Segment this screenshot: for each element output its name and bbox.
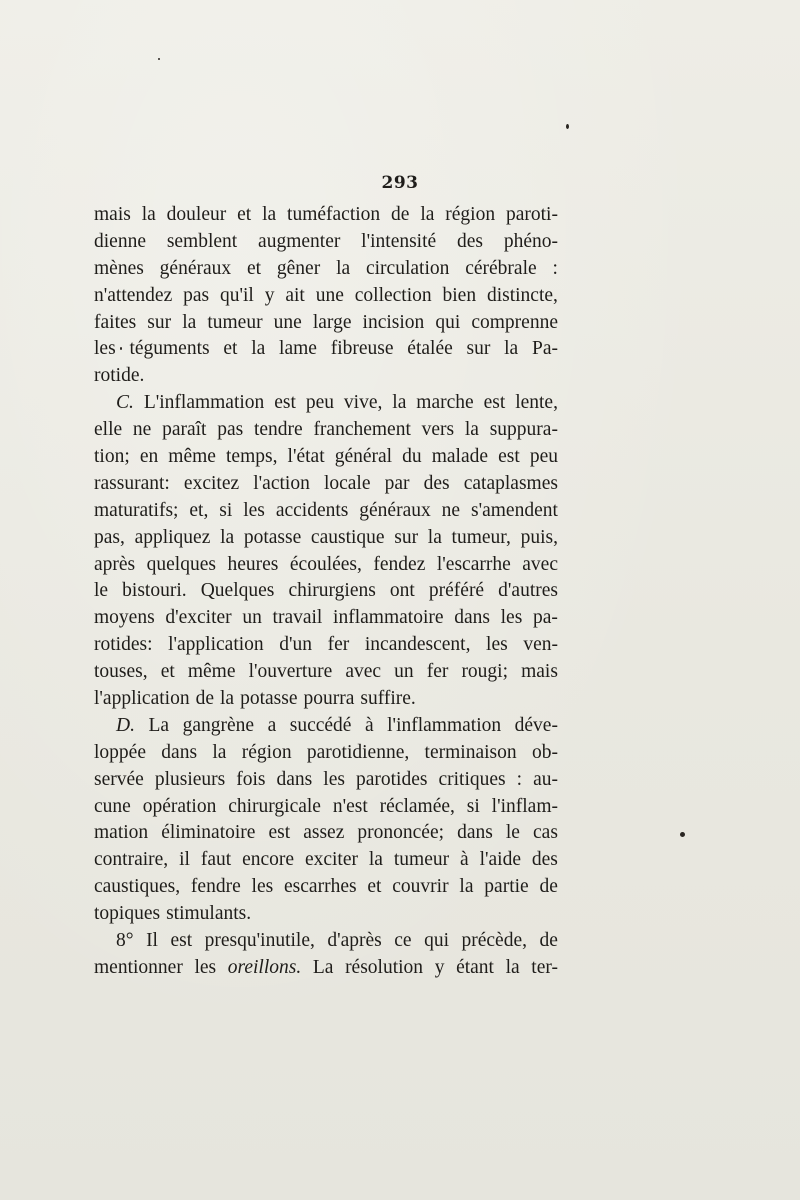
paper-speck	[158, 58, 160, 60]
word: une	[273, 311, 302, 333]
word: potasse	[240, 688, 298, 710]
word: appliquez	[134, 526, 211, 548]
word: bien	[442, 284, 477, 306]
word: y	[434, 956, 445, 978]
word: l'application	[168, 634, 264, 656]
word: pas,	[94, 526, 125, 548]
word: elle	[94, 419, 123, 441]
word: étant	[456, 956, 494, 978]
word: région	[241, 741, 292, 763]
word: est	[170, 930, 193, 952]
word: douleur	[166, 204, 227, 225]
word: rotide.	[94, 365, 145, 387]
word: franchement	[313, 419, 411, 441]
word: ne	[132, 419, 152, 441]
word: ait	[285, 284, 305, 306]
word: région	[445, 204, 496, 225]
word: travail	[272, 607, 323, 629]
word: sur	[147, 311, 172, 333]
word: les	[500, 607, 523, 629]
word: phéno-	[503, 230, 558, 252]
word: l'action	[253, 472, 310, 494]
word: le	[505, 822, 520, 844]
text-line	[94, 605, 558, 632]
word: de	[195, 688, 214, 710]
word: d'un	[279, 634, 313, 656]
text-line	[94, 659, 558, 686]
text-line	[94, 578, 558, 605]
word: :	[552, 257, 558, 279]
word: moyens	[94, 607, 155, 629]
word: fendre	[190, 876, 241, 898]
text-line	[94, 283, 558, 310]
word: et	[237, 204, 252, 225]
text-line	[94, 552, 558, 579]
word: collection	[354, 284, 432, 306]
word: mais	[94, 204, 131, 225]
word: L'inflammation	[143, 392, 265, 414]
word: pas	[217, 419, 244, 441]
word: heures	[227, 553, 279, 575]
word: ne	[441, 499, 461, 521]
word: éliminatoire	[161, 822, 256, 844]
word: tion;	[94, 446, 130, 468]
word: encore	[242, 849, 295, 871]
word: cérébrale	[465, 257, 537, 279]
word: qui	[424, 930, 449, 952]
word: les	[323, 768, 345, 790]
text-line	[94, 874, 558, 901]
word: après	[94, 553, 136, 575]
word: et	[367, 876, 382, 898]
word: tumeur	[207, 311, 263, 333]
word: presqu'inutile,	[204, 930, 315, 952]
word: la	[464, 419, 479, 441]
word: C.	[116, 392, 134, 414]
word: caustique	[310, 526, 385, 548]
word: La	[312, 956, 334, 978]
word: des	[423, 472, 450, 494]
word: distincte,	[486, 284, 558, 306]
word: opération	[142, 795, 217, 817]
word: cune	[94, 795, 131, 817]
word: la	[459, 876, 474, 898]
word: à	[364, 714, 374, 736]
word: stimulants.	[166, 903, 252, 925]
word: ter-	[531, 956, 558, 978]
word: préféré	[428, 580, 485, 602]
word: potasse	[243, 526, 302, 548]
word: réclamée,	[379, 795, 455, 817]
word: d'autres	[498, 580, 558, 602]
word: général	[334, 446, 393, 468]
word: et	[160, 661, 175, 683]
word: de	[539, 930, 558, 952]
word: pa-	[533, 607, 558, 629]
word: peu	[305, 392, 334, 414]
word: la	[182, 311, 197, 333]
word: de	[391, 204, 410, 225]
word: au-	[533, 768, 558, 790]
word: s'amendent	[471, 499, 558, 521]
word: d'exciter	[165, 607, 232, 629]
word: topiques	[94, 903, 161, 925]
word: la	[505, 956, 520, 978]
word: dans	[276, 768, 313, 790]
word: précède,	[461, 930, 527, 952]
word: fer	[327, 634, 350, 656]
word: la	[141, 204, 156, 225]
word: et	[246, 257, 262, 279]
word: exciter	[304, 849, 358, 871]
page-number: 293	[381, 173, 419, 193]
word: étalée	[407, 338, 453, 360]
word: avec	[345, 661, 382, 683]
text-line	[94, 955, 558, 982]
word: lame	[279, 338, 317, 360]
word: a	[267, 714, 277, 736]
text-line	[94, 767, 558, 794]
word: 8°	[116, 930, 134, 952]
word: une	[315, 284, 344, 306]
word: terminaison	[424, 741, 517, 763]
word: critiques	[438, 768, 506, 790]
text-line	[94, 444, 558, 471]
word: locale	[323, 472, 371, 494]
word: généraux	[159, 257, 232, 279]
word: résolution	[345, 956, 424, 978]
word: parotidienne,	[306, 741, 410, 763]
word: ce	[394, 930, 412, 952]
word: Il	[146, 930, 158, 952]
text-line	[94, 256, 558, 283]
word: qui	[435, 311, 461, 333]
word: qu'il	[219, 284, 254, 306]
word: mentionner	[94, 956, 183, 978]
word: la	[212, 741, 227, 763]
text-line	[94, 390, 558, 417]
word: dans	[161, 741, 198, 763]
word: l'intensité	[361, 230, 437, 252]
word: inflammatoire	[333, 607, 444, 629]
word: la	[420, 204, 435, 225]
word: y	[264, 284, 275, 306]
word: sur	[394, 526, 419, 548]
word: un	[394, 661, 414, 683]
word: large	[312, 311, 352, 333]
word: prononcée;	[357, 822, 445, 844]
word: temps,	[226, 446, 278, 468]
word: en	[139, 446, 159, 468]
word: même	[187, 661, 236, 683]
word: Quelques	[200, 580, 275, 602]
text-line	[94, 471, 558, 498]
text-line	[94, 632, 558, 659]
word: lente,	[515, 392, 558, 414]
word: faites	[94, 311, 137, 333]
text-line	[94, 740, 558, 767]
word: l'aide	[479, 849, 521, 871]
word: les	[194, 956, 217, 978]
word: le	[94, 580, 109, 602]
text-line	[94, 901, 558, 928]
word: il	[179, 849, 190, 871]
word: n'est	[332, 795, 368, 817]
word: cataplasmes	[463, 472, 558, 494]
word: est	[483, 392, 506, 414]
word: paraît	[162, 419, 207, 441]
text-line	[94, 417, 558, 444]
word: suppura-	[489, 419, 558, 441]
word: loppée	[94, 741, 146, 763]
text-line	[94, 336, 558, 363]
word: tendre	[253, 419, 303, 441]
word: un	[242, 607, 262, 629]
word: dans	[454, 607, 490, 629]
word: la	[427, 526, 442, 548]
text-line	[94, 928, 558, 955]
body-text	[94, 202, 558, 982]
paper-speck	[566, 124, 569, 129]
word: chirurgicale	[228, 795, 321, 817]
word: la	[220, 526, 235, 548]
word: l'état	[287, 446, 325, 468]
word: couvrir	[392, 876, 449, 898]
word: vive,	[343, 392, 383, 414]
word: vers	[421, 419, 455, 441]
word: rassurant:	[94, 472, 170, 494]
word: :	[516, 768, 523, 790]
word: est	[268, 822, 291, 844]
word: sur	[466, 338, 491, 360]
word: incandescent,	[364, 634, 471, 656]
word: l'application	[94, 688, 190, 710]
word: est	[498, 446, 520, 468]
text-line	[94, 525, 558, 552]
word: n'attendez	[94, 284, 173, 306]
word: bistouri.	[122, 580, 187, 602]
word: l'escarrhe	[436, 553, 511, 575]
word: des	[531, 849, 558, 871]
word: généraux	[359, 499, 431, 521]
word: tumeur	[393, 849, 450, 871]
word: caustiques,	[94, 876, 181, 898]
word: la	[368, 849, 383, 871]
word: par	[384, 472, 410, 494]
word: plusieurs	[154, 768, 226, 790]
word: oreillons.	[227, 956, 302, 978]
word: maturatifs;	[94, 499, 179, 521]
word: la	[392, 392, 407, 414]
text-line	[94, 794, 558, 821]
word: fendez	[373, 553, 426, 575]
word: ob-	[531, 741, 558, 763]
word: rotides:	[94, 634, 153, 656]
word: de	[539, 876, 558, 898]
word: mation	[94, 822, 149, 844]
word: à	[460, 849, 469, 871]
word: est	[274, 392, 296, 414]
word: parotides	[355, 768, 428, 790]
word: augmenter	[258, 230, 341, 252]
word: La	[148, 714, 170, 736]
word: l'inflam-	[491, 795, 558, 817]
word: semblent	[166, 230, 238, 252]
word: accidents	[275, 499, 349, 521]
word: puis,	[520, 526, 558, 548]
word: comprenne	[471, 311, 558, 333]
text-line	[94, 713, 558, 740]
word: contraire,	[94, 849, 169, 871]
word: malade	[431, 446, 489, 468]
word: et	[223, 338, 238, 360]
word: D.	[116, 714, 135, 736]
word: la	[336, 257, 351, 279]
word: faut	[200, 849, 232, 871]
word: Pa-	[531, 338, 558, 360]
word: chirurgiens	[288, 580, 376, 602]
word: écoulées,	[289, 553, 362, 575]
word: la	[262, 204, 277, 225]
text-line	[94, 310, 558, 337]
word: si	[219, 499, 233, 521]
paper-speck	[680, 832, 685, 837]
word: gêner	[276, 257, 321, 279]
word: succédé	[289, 714, 352, 736]
word: avec	[522, 553, 558, 575]
word: la	[504, 338, 519, 360]
word: fer	[426, 661, 449, 683]
word: des	[457, 230, 484, 252]
word: partie	[484, 876, 529, 898]
word: téguments	[129, 338, 210, 360]
word: les	[94, 338, 116, 360]
text-line	[94, 820, 558, 847]
word: peu	[529, 446, 558, 468]
word: gangrène	[182, 714, 255, 736]
word: excitez	[183, 472, 240, 494]
word: tuméfaction	[287, 204, 381, 225]
word: rougi;	[461, 661, 509, 683]
word: pourra	[303, 688, 355, 710]
word: dans	[457, 822, 493, 844]
word: les	[243, 499, 265, 521]
text-line	[94, 229, 558, 256]
word: fois	[236, 768, 266, 790]
text-line	[94, 202, 558, 229]
word: pas	[183, 284, 210, 306]
word: les	[251, 876, 274, 898]
word: mais	[521, 661, 558, 683]
word: paroti-	[505, 204, 558, 225]
word: et,	[189, 499, 209, 521]
text-line	[94, 686, 558, 713]
word: fibreuse	[330, 338, 394, 360]
word: servée	[94, 768, 144, 790]
text-line	[94, 498, 558, 525]
word: suffire.	[360, 688, 416, 710]
word: déve-	[514, 714, 558, 736]
word: du	[402, 446, 422, 468]
word: assez	[303, 822, 345, 844]
word: quelques	[146, 553, 216, 575]
word: ven-	[523, 634, 558, 656]
word: la	[219, 688, 235, 710]
word: si	[466, 795, 480, 817]
word: les	[486, 634, 508, 656]
word: la	[251, 338, 266, 360]
text-line	[94, 847, 558, 874]
word: escarrhes	[284, 876, 357, 898]
word: l'ouverture	[248, 661, 333, 683]
word: cas	[533, 822, 558, 844]
text-line	[94, 363, 558, 390]
word: l'inflammation	[387, 714, 502, 736]
word: marche	[416, 392, 474, 414]
word: mènes	[94, 257, 144, 279]
word: incision	[362, 311, 425, 333]
word: circulation	[365, 257, 450, 279]
word: ont	[389, 580, 415, 602]
word: touses,	[94, 661, 148, 683]
word: tumeur,	[451, 526, 511, 548]
paper-speck	[120, 347, 122, 350]
word: d'après	[327, 930, 382, 952]
word: même	[168, 446, 216, 468]
word: dienne	[94, 230, 146, 252]
